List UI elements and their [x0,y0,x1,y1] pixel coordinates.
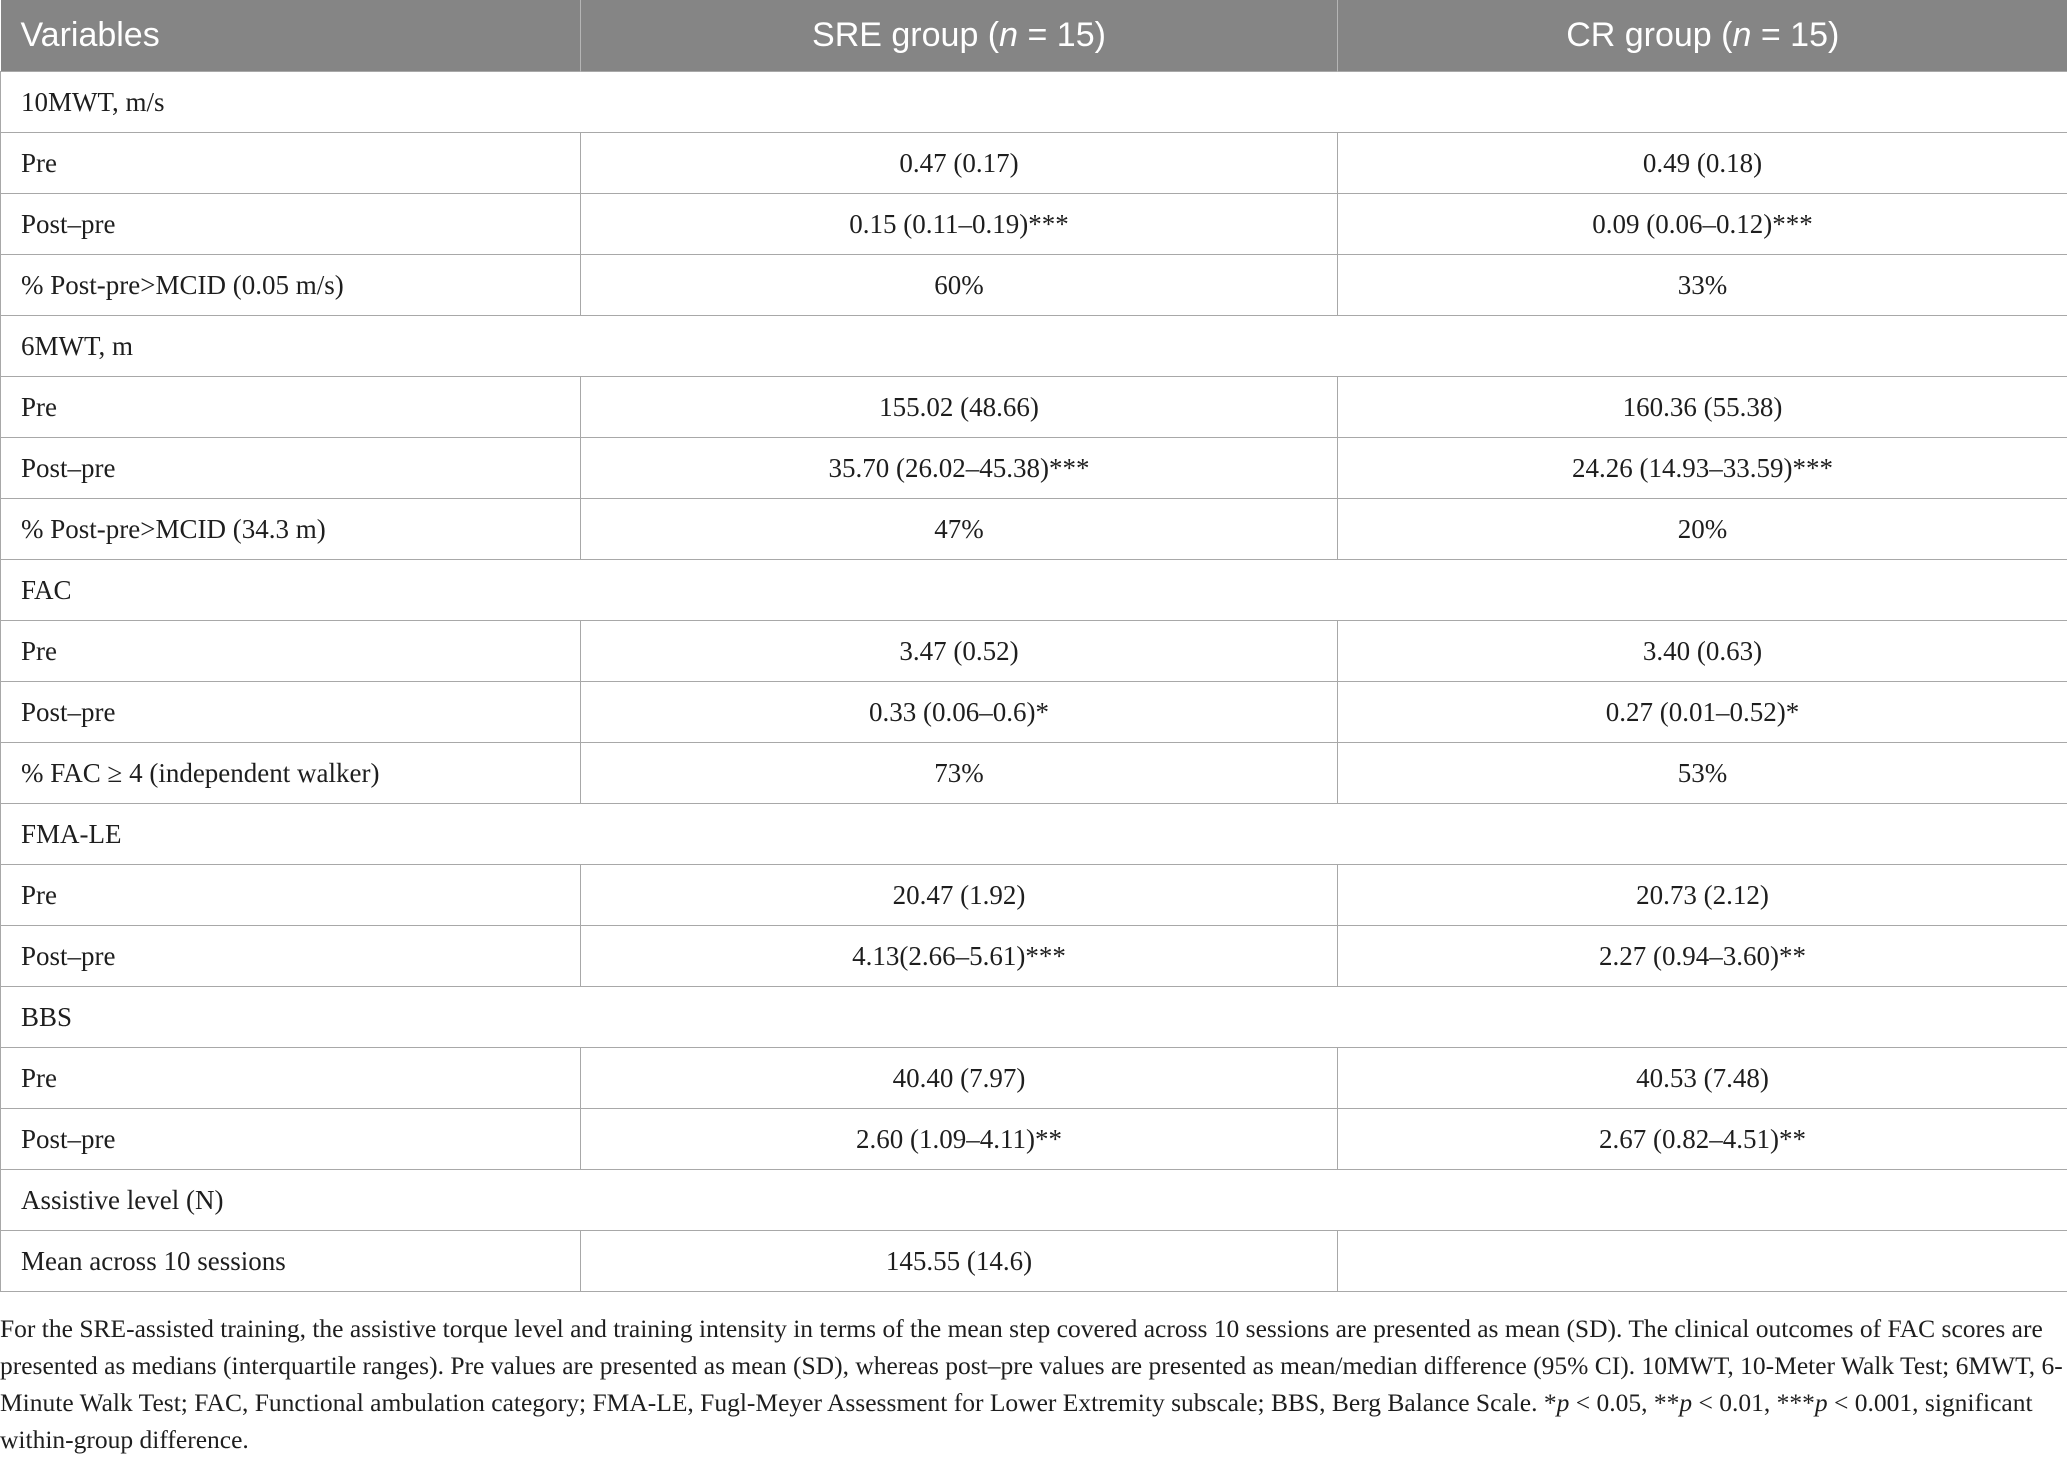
footnote-text-2: < 0.05, ** [1569,1388,1680,1417]
cr-value: 40.53 (7.48) [1338,1048,2067,1109]
table-footnote [0,1310,2067,1458]
cr-value: 20% [1338,499,2067,560]
footnote-p-2: p [1679,1388,1693,1417]
row-label: Pre [1,133,581,194]
cr-value: 3.40 (0.63) [1338,621,2067,682]
row-label: Post–pre [1,438,581,499]
section-title: 10MWT, m/s [1,72,2067,133]
row-label: % FAC ≥ 4 (independent walker) [1,743,581,804]
sre-value: 60% [581,255,1338,316]
row-label: Mean across 10 sessions [1,1231,581,1292]
header-cr-prefix: CR group ( [1566,16,1733,54]
sre-value: 73% [581,743,1338,804]
sre-value: 0.47 (0.17) [581,133,1338,194]
sre-value: 3.47 (0.52) [581,621,1338,682]
sre-value: 0.33 (0.06–0.6)* [581,682,1338,743]
cr-value: 160.36 (55.38) [1338,377,2067,438]
header-cr-suffix: = 15) [1751,16,1840,54]
footnote-text-3: < 0.01, *** [1692,1388,1815,1417]
section-row [1,804,2067,865]
sre-value: 0.15 (0.11–0.19)*** [581,194,1338,255]
footnote-text-1: For the SRE-assisted training, the assistive torque level and training intensity in terms of the mean step covered across 10 sessions are presented as mean (SD). The clinical outcomes of FAC scores are presented as medians (interquartile ranges). Pre values are presented as mean (SD), whereas post–pre values are presented as mean/median difference (95% CI). 10MWT, 10-Meter Walk Test; 6MWT, 6-Minute Walk Test; FAC, Functional ambulation category; FMA-LE, Fugl-Meyer Assessment for Lower Extremity subscale; BBS, Berg Balance Scale. * [0,1314,2063,1417]
row-label: Pre [1,377,581,438]
row-label: Pre [1,865,581,926]
header-sre-suffix: = 15) [1018,16,1106,54]
section-title: 6MWT, m [1,316,2067,377]
section-row [1,560,2067,621]
cr-value: 2.67 (0.82–4.51)** [1338,1109,2067,1170]
header-sre-prefix: SRE group ( [812,16,1000,54]
row-label: Post–pre [1,1109,581,1170]
row-label: Post–pre [1,682,581,743]
cr-value: 24.26 (14.93–33.59)*** [1338,438,2067,499]
cr-value: 33% [1338,255,2067,316]
table-row [1,743,2067,804]
cr-value: 20.73 (2.12) [1338,865,2067,926]
cr-value: 0.09 (0.06–0.12)*** [1338,194,2067,255]
section-title: Assistive level (N) [1,1170,2067,1231]
header-variables: Variables [1,0,581,72]
section-row [1,987,2067,1048]
section-row [1,1170,2067,1231]
row-label: Post–pre [1,926,581,987]
header-cr-group [1338,0,2067,72]
sre-value: 4.13(2.66–5.61)*** [581,926,1338,987]
header-sre-n: n [999,16,1019,54]
row-label: Post–pre [1,194,581,255]
table-row [1,133,2067,194]
table-row [1,926,2067,987]
header-sre-group [581,0,1338,72]
sre-value: 35.70 (26.02–45.38)*** [581,438,1338,499]
section-title: FAC [1,560,2067,621]
sre-value: 145.55 (14.6) [581,1231,1338,1292]
cr-value: 0.49 (0.18) [1338,133,2067,194]
footnote-p-1: p [1556,1388,1570,1417]
row-label: Pre [1,621,581,682]
footnote-text-4: < 0.001, significant within-group difference. [0,1388,2033,1454]
sre-value: 20.47 (1.92) [581,865,1338,926]
sre-value: 40.40 (7.97) [581,1048,1338,1109]
table-row [1,194,2067,255]
table-row [1,1109,2067,1170]
table-row [1,255,2067,316]
cr-value [1338,1231,2067,1292]
footnote-paragraph [0,1310,2067,1458]
cr-value: 53% [1338,743,2067,804]
footnote-p-3: p [1814,1388,1828,1417]
table-row [1,499,2067,560]
sre-value: 155.02 (48.66) [581,377,1338,438]
table-row [1,438,2067,499]
table-row [1,682,2067,743]
row-label: % Post-pre>MCID (34.3 m) [1,499,581,560]
section-row [1,316,2067,377]
cr-value: 2.27 (0.94–3.60)** [1338,926,2067,987]
section-row [1,72,2067,133]
cr-value: 0.27 (0.01–0.52)* [1338,682,2067,743]
section-title: FMA-LE [1,804,2067,865]
sre-value: 2.60 (1.09–4.11)** [581,1109,1338,1170]
table-row [1,1048,2067,1109]
table-row [1,377,2067,438]
table-row [1,865,2067,926]
section-title: BBS [1,987,2067,1048]
row-label: % Post-pre>MCID (0.05 m/s) [1,255,581,316]
header-cr-n: n [1732,16,1752,54]
sre-value: 47% [581,499,1338,560]
table-header-row [1,0,2067,72]
table-row [1,621,2067,682]
row-label: Pre [1,1048,581,1109]
table-row [1,1231,2067,1292]
